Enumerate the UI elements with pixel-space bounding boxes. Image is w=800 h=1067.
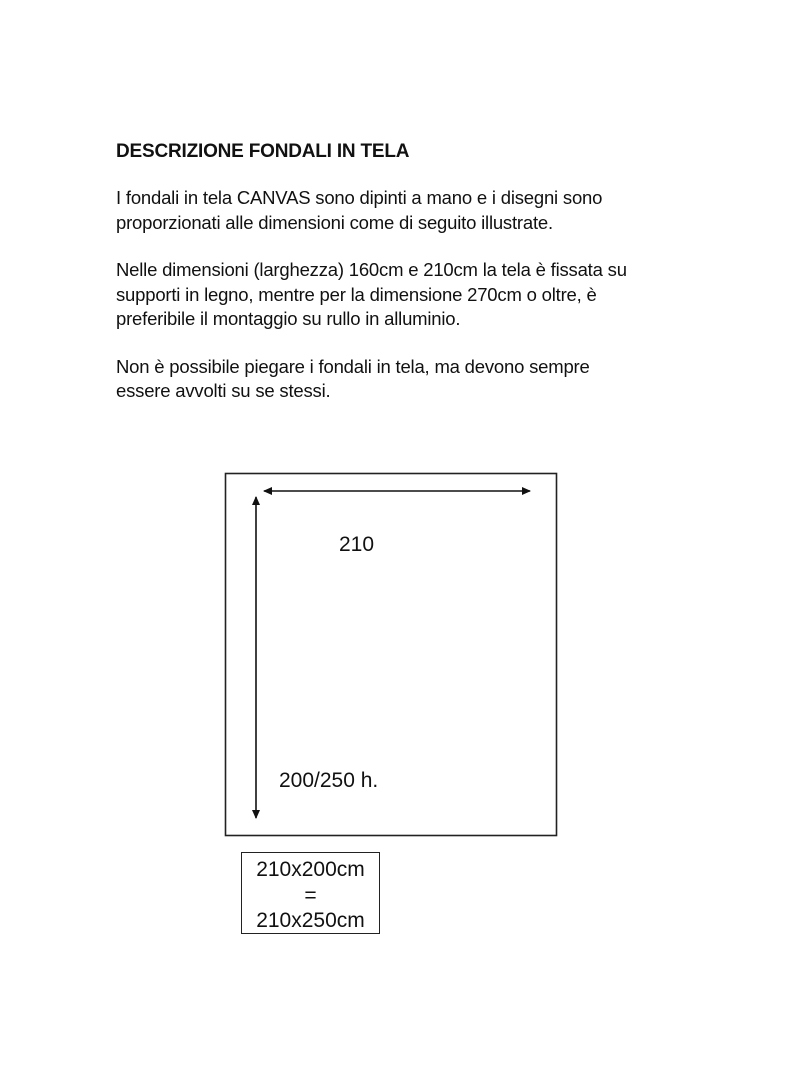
dimension-caption xyxy=(241,852,380,934)
paragraph-line: supporti in legno, mentre per la dimensione 270cm o oltre, è xyxy=(116,283,597,305)
caption-line: 210x200cm xyxy=(256,858,365,881)
paragraph-line: Non è possibile piegare i fondali in tela, ma devono sempre xyxy=(116,355,590,377)
paragraph-line: Nelle dimensioni (larghezza) 160cm e 210cm la tela è fissata su xyxy=(116,259,627,280)
width-label: 210 xyxy=(339,533,375,556)
paragraph-line: I fondali in tela CANVAS sono dipinti a mano e i disegni sono xyxy=(116,187,603,208)
paragraph-line: preferibile il montaggio su rullo in alluminio. xyxy=(116,308,461,329)
paragraph-line: essere avvolti su se stessi. xyxy=(116,380,331,401)
caption-line: 210x250cm xyxy=(256,909,365,932)
page-title: DESCRIZIONE FONDALI IN TELA xyxy=(116,141,410,162)
backdrop-outline xyxy=(226,474,557,836)
paragraph-line: proporzionati alle dimensioni come di seguito illustrate. xyxy=(116,211,553,233)
height-label: 200/250 h. xyxy=(279,769,379,792)
caption-equals: = xyxy=(304,883,317,907)
